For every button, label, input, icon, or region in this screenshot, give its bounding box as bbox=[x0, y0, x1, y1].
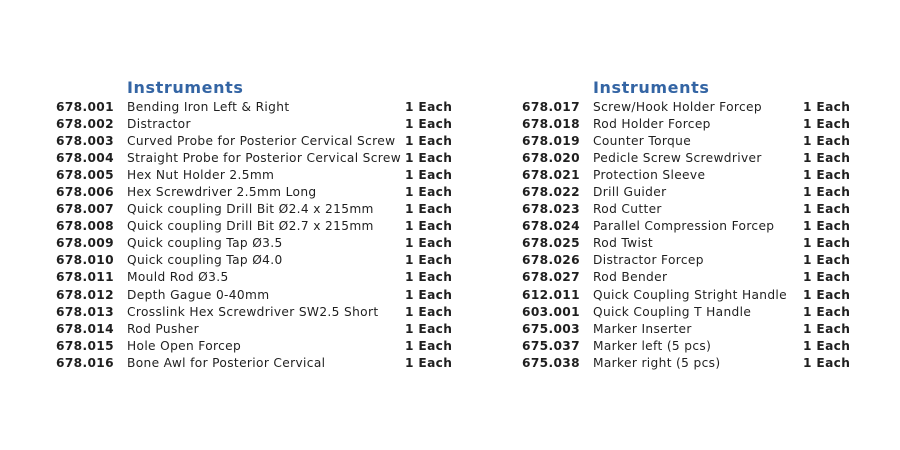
item-quantity: 1 Each bbox=[405, 338, 453, 353]
item-description: Rod Holder Forcep bbox=[593, 116, 711, 131]
item-code: 678.006 bbox=[56, 185, 114, 200]
item-code: 678.001 bbox=[56, 99, 114, 114]
item-description: Mould Rod Ø3.5 bbox=[127, 270, 229, 285]
item-description: Depth Gague 0-40mm bbox=[127, 287, 270, 302]
item-quantity: 1 Each bbox=[405, 99, 453, 114]
item-quantity: 1 Each bbox=[405, 219, 453, 234]
item-code: 678.013 bbox=[56, 304, 114, 319]
item-quantity: 1 Each bbox=[405, 167, 453, 182]
item-code: 678.004 bbox=[56, 150, 114, 165]
item-quantity: 1 Each bbox=[405, 116, 453, 131]
item-code: 678.022 bbox=[522, 185, 580, 200]
item-quantity: 1 Each bbox=[803, 355, 851, 370]
list-item bbox=[522, 166, 852, 183]
item-description: Curved Probe for Posterior Cervical Screw bbox=[127, 133, 396, 148]
item-description: Rod Pusher bbox=[127, 321, 199, 336]
item-description: Counter Torque bbox=[593, 133, 692, 148]
list-item bbox=[522, 354, 852, 371]
item-quantity: 1 Each bbox=[803, 287, 851, 302]
list-item bbox=[56, 132, 456, 149]
item-rows-left bbox=[56, 98, 456, 372]
list-item bbox=[522, 286, 852, 303]
item-description: Screw/Hook Holder Forcep bbox=[593, 99, 762, 114]
item-code: 675.037 bbox=[522, 338, 580, 353]
item-quantity: 1 Each bbox=[405, 236, 453, 251]
item-quantity: 1 Each bbox=[803, 185, 851, 200]
item-quantity: 1 Each bbox=[803, 150, 851, 165]
item-description: Rod Twist bbox=[593, 236, 654, 251]
list-item bbox=[522, 98, 852, 115]
item-code: 678.010 bbox=[56, 253, 114, 268]
item-description: Drill Guider bbox=[593, 185, 667, 200]
item-description: Straight Probe for Posterior Cervical Screw bbox=[127, 150, 402, 165]
item-quantity: 1 Each bbox=[405, 321, 453, 336]
list-item bbox=[522, 149, 852, 166]
list-item bbox=[522, 337, 852, 354]
item-quantity: 1 Each bbox=[803, 167, 851, 182]
item-quantity: 1 Each bbox=[803, 270, 851, 285]
list-item bbox=[56, 218, 456, 235]
item-description: Quick Coupling T Handle bbox=[593, 304, 752, 319]
item-code: 678.020 bbox=[522, 150, 580, 165]
list-item bbox=[56, 337, 456, 354]
list-item bbox=[522, 183, 852, 200]
list-item bbox=[522, 269, 852, 286]
list-item bbox=[522, 252, 852, 269]
item-quantity: 1 Each bbox=[405, 253, 453, 268]
section-title-left: Instruments bbox=[127, 78, 244, 97]
item-quantity: 1 Each bbox=[803, 321, 851, 336]
item-quantity: 1 Each bbox=[803, 338, 851, 353]
item-description: Quick coupling Drill Bit Ø2.7 x 215mm bbox=[127, 219, 374, 234]
item-description: Marker right (5 pcs) bbox=[593, 355, 721, 370]
list-item bbox=[56, 286, 456, 303]
item-description: Quick Coupling Stright Handle bbox=[593, 287, 788, 302]
list-item bbox=[56, 115, 456, 132]
item-description: Hex Screwdriver 2.5mm Long bbox=[127, 185, 317, 200]
item-description: Marker left (5 pcs) bbox=[593, 338, 712, 353]
item-code: 678.005 bbox=[56, 167, 114, 182]
item-code: 678.026 bbox=[522, 253, 580, 268]
item-description: Quick coupling Drill Bit Ø2.4 x 215mm bbox=[127, 202, 374, 217]
item-code: 678.021 bbox=[522, 167, 580, 182]
item-description: Rod Cutter bbox=[593, 202, 662, 217]
item-description: Hex Nut Holder 2.5mm bbox=[127, 167, 275, 182]
item-code: 678.007 bbox=[56, 202, 114, 217]
item-quantity: 1 Each bbox=[803, 99, 851, 114]
list-item bbox=[56, 183, 456, 200]
list-item bbox=[522, 132, 852, 149]
list-item bbox=[522, 201, 852, 218]
list-item bbox=[56, 149, 456, 166]
item-description: Marker Inserter bbox=[593, 321, 692, 336]
instruments-list-right bbox=[522, 78, 852, 372]
item-code: 678.009 bbox=[56, 236, 114, 251]
item-code: 678.002 bbox=[56, 116, 114, 131]
item-quantity: 1 Each bbox=[803, 253, 851, 268]
item-code: 675.038 bbox=[522, 355, 580, 370]
item-quantity: 1 Each bbox=[803, 219, 851, 234]
item-code: 678.027 bbox=[522, 270, 580, 285]
list-item bbox=[522, 303, 852, 320]
list-item bbox=[56, 252, 456, 269]
list-item bbox=[56, 98, 456, 115]
item-code: 678.015 bbox=[56, 338, 114, 353]
item-description: Quick coupling Tap Ø3.5 bbox=[127, 236, 283, 251]
section-title-right: Instruments bbox=[593, 78, 710, 97]
list-item bbox=[56, 303, 456, 320]
list-item bbox=[56, 320, 456, 337]
item-description: Crosslink Hex Screwdriver SW2.5 Short bbox=[127, 304, 379, 319]
item-quantity: 1 Each bbox=[405, 304, 453, 319]
item-code: 612.011 bbox=[522, 287, 580, 302]
item-quantity: 1 Each bbox=[405, 355, 453, 370]
item-description: Rod Bender bbox=[593, 270, 668, 285]
item-quantity: 1 Each bbox=[803, 304, 851, 319]
list-item bbox=[56, 166, 456, 183]
item-code: 678.003 bbox=[56, 133, 114, 148]
item-quantity: 1 Each bbox=[405, 202, 453, 217]
item-code: 678.023 bbox=[522, 202, 580, 217]
item-quantity: 1 Each bbox=[405, 287, 453, 302]
item-code: 678.017 bbox=[522, 99, 580, 114]
list-item bbox=[56, 201, 456, 218]
item-description: Distractor Forcep bbox=[593, 253, 704, 268]
item-quantity: 1 Each bbox=[803, 236, 851, 251]
item-quantity: 1 Each bbox=[405, 133, 453, 148]
item-description: Bending Iron Left & Right bbox=[127, 99, 290, 114]
item-rows-right bbox=[522, 98, 852, 372]
item-code: 678.016 bbox=[56, 355, 114, 370]
item-code: 678.008 bbox=[56, 219, 114, 234]
item-code: 678.018 bbox=[522, 116, 580, 131]
item-quantity: 1 Each bbox=[405, 185, 453, 200]
item-quantity: 1 Each bbox=[803, 133, 851, 148]
item-description: Distractor bbox=[127, 116, 191, 131]
item-description: Pedicle Screw Screwdriver bbox=[593, 150, 762, 165]
item-code: 678.011 bbox=[56, 270, 114, 285]
list-item bbox=[522, 218, 852, 235]
list-item bbox=[522, 320, 852, 337]
item-description: Protection Sleeve bbox=[593, 167, 706, 182]
item-code: 675.003 bbox=[522, 321, 580, 336]
item-code: 678.024 bbox=[522, 219, 580, 234]
item-code: 678.025 bbox=[522, 236, 580, 251]
list-item bbox=[522, 235, 852, 252]
item-code: 678.014 bbox=[56, 321, 114, 336]
item-code: 678.012 bbox=[56, 287, 114, 302]
item-description: Quick coupling Tap Ø4.0 bbox=[127, 253, 283, 268]
item-code: 678.019 bbox=[522, 133, 580, 148]
item-quantity: 1 Each bbox=[803, 202, 851, 217]
item-quantity: 1 Each bbox=[405, 270, 453, 285]
item-description: Hole Open Forcep bbox=[127, 338, 242, 353]
item-quantity: 1 Each bbox=[405, 150, 453, 165]
item-description: Bone Awl for Posterior Cervical bbox=[127, 355, 326, 370]
list-item bbox=[522, 115, 852, 132]
item-description: Parallel Compression Forcep bbox=[593, 219, 775, 234]
item-code: 603.001 bbox=[522, 304, 580, 319]
instruments-list-left bbox=[56, 78, 456, 372]
item-quantity: 1 Each bbox=[803, 116, 851, 131]
list-item bbox=[56, 269, 456, 286]
list-item bbox=[56, 235, 456, 252]
list-item bbox=[56, 354, 456, 371]
